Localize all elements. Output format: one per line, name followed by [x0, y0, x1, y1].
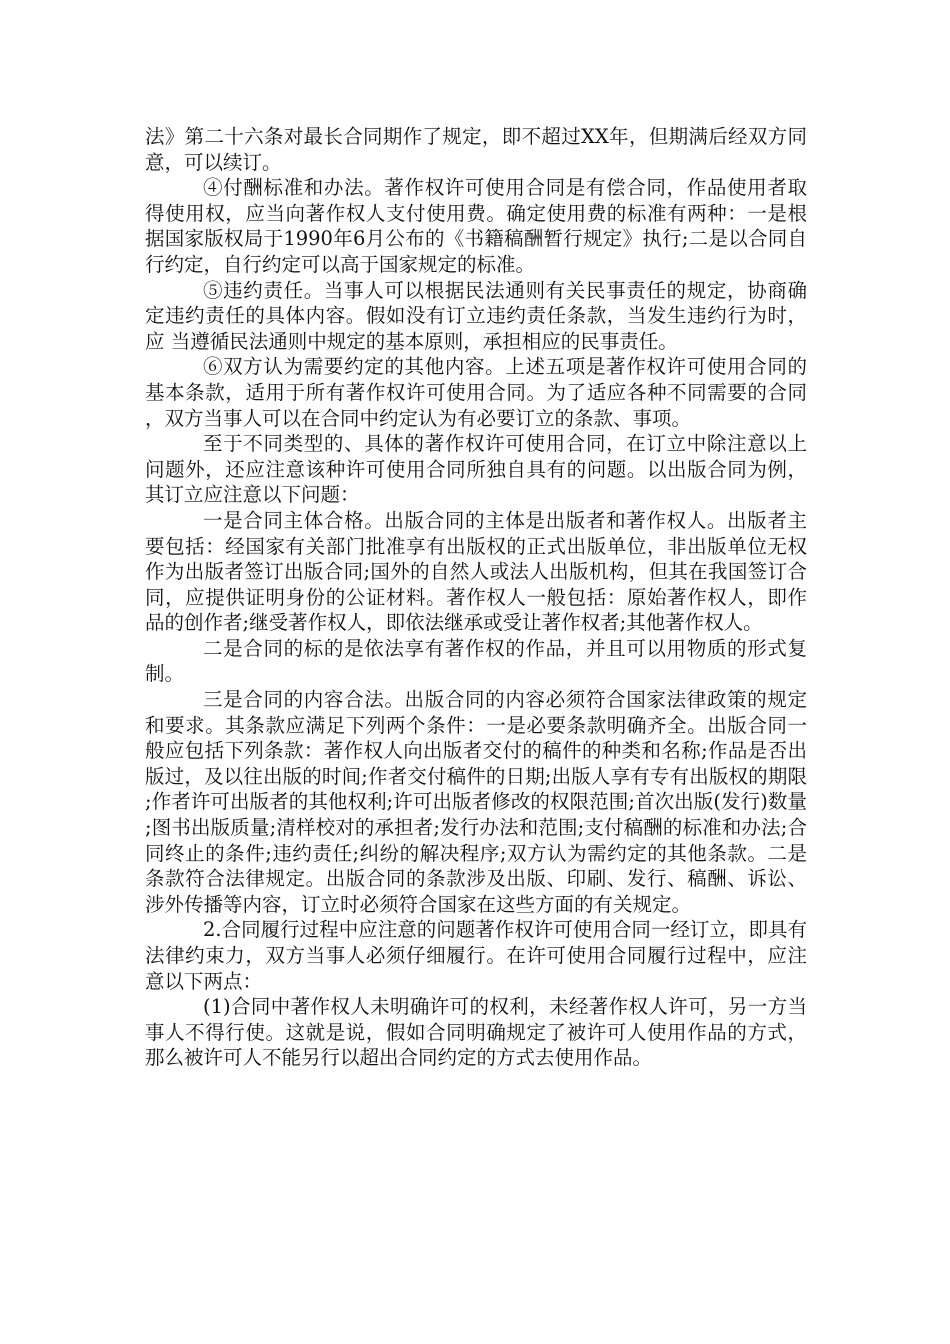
paragraph-continuation: 法》第二十六条对最长合同期作了规定，即不超过XX年，但期满后经双方同意，可以续订。 [145, 125, 807, 174]
paragraph-breach-liability: ⑤违约责任。当事人可以根据民法通则有关民事责任的规定，协商确定违约责任的具体内容。假如没有订立违约责任条款，当发生违约行为时，应 当遵循民法通则中规定的基本原则，承担相应的民事责任。 [145, 278, 807, 353]
paragraph-other-terms: ⑥双方认为需要约定的其他内容。上述五项是著作权许可使用合同的基本条款，适用于所有著作权许可使用合同。为了适应各种不同需要的合同，双方当事人可以在合同中约定认为有必要订立的条款、事项。 [145, 355, 807, 430]
paragraph-contract-subject: 一是合同主体合格。出版合同的主体是出版者和著作权人。出版者主要包括：经国家有关部门批准享有出版权的正式出版单位，非出版单位无权作为出版者签订出版合同;国外的自然人或法人出版机构，但其在我国签订合同，应提供证明身份的公证材料。著作权人一般包括：原始著作权人，即作品的创作者;继受著作权人，即依法继承或受让著作权者;其他著作权人。 [145, 508, 807, 635]
document-body [145, 124, 807, 1071]
paragraph-contract-content: 三是合同的内容合法。出版合同的内容必须符合国家法律政策的规定和要求。其条款应满足下列两个条件：一是必要条款明确齐全。出版合同一般应包括下列条款：著作权人向出版者交付的稿件的种类和名称;作品是否出版过，及以往出版的时间;作者交付稿件的日期;出版人享有专有出版权的期限;作者许可出版者的其他权利;许可出版者修改的权限范围;首次出版(发行)数量;图书出版质量;清样校对的承担者;发行办法和范围;支付稿酬的标准和办法;合同终止的条件;违约责任;纠纷的解决程序;双方认为需约定的其他条款。二是条款符合法律规定。出版合同的条款涉及出版、印刷、发行、稿酬、诉讼、涉外传播等内容，订立时必须符合国家在这些方面的有关规定。 [145, 688, 807, 916]
paragraph-performance-issues: 2.合同履行过程中应注意的问题著作权许可使用合同一经订立，即具有法律约束力，双方当事人必须仔细履行。在许可使用合同履行过程中，应注意以下两点： [145, 918, 807, 993]
paragraph-unlicensed-rights: (1)合同中著作权人未明确许可的权利，未经著作权人许可，另一方当事人不得行使。这就是说，假如合同明确规定了被许可人使用作品的方式，那么被许可人不能另行以超出合同约定的方式去使用作品。 [145, 995, 807, 1070]
paragraph-contract-object: 二是合同的标的是依法享有著作权的作品，并且可以用物质的形式复制。 [145, 636, 807, 686]
paragraph-remuneration: ④付酬标准和办法。著作权许可使用合同是有偿合同，作品使用者取得使用权，应当向著作权人支付使用费。确定使用费的标准有两种：一是根据国家版权局于1990年6月公布的《书籍稿酬暂行规定》执行;二是以合同自行约定，自行约定可以高于国家规定的标准。 [145, 176, 807, 276]
paragraph-publishing-intro: 至于不同类型的、具体的著作权许可使用合同，在订立中除注意以上问题外，还应注意该种许可使用合同所独自具有的问题。以出版合同为例，其订立应注意以下问题： [145, 432, 807, 507]
